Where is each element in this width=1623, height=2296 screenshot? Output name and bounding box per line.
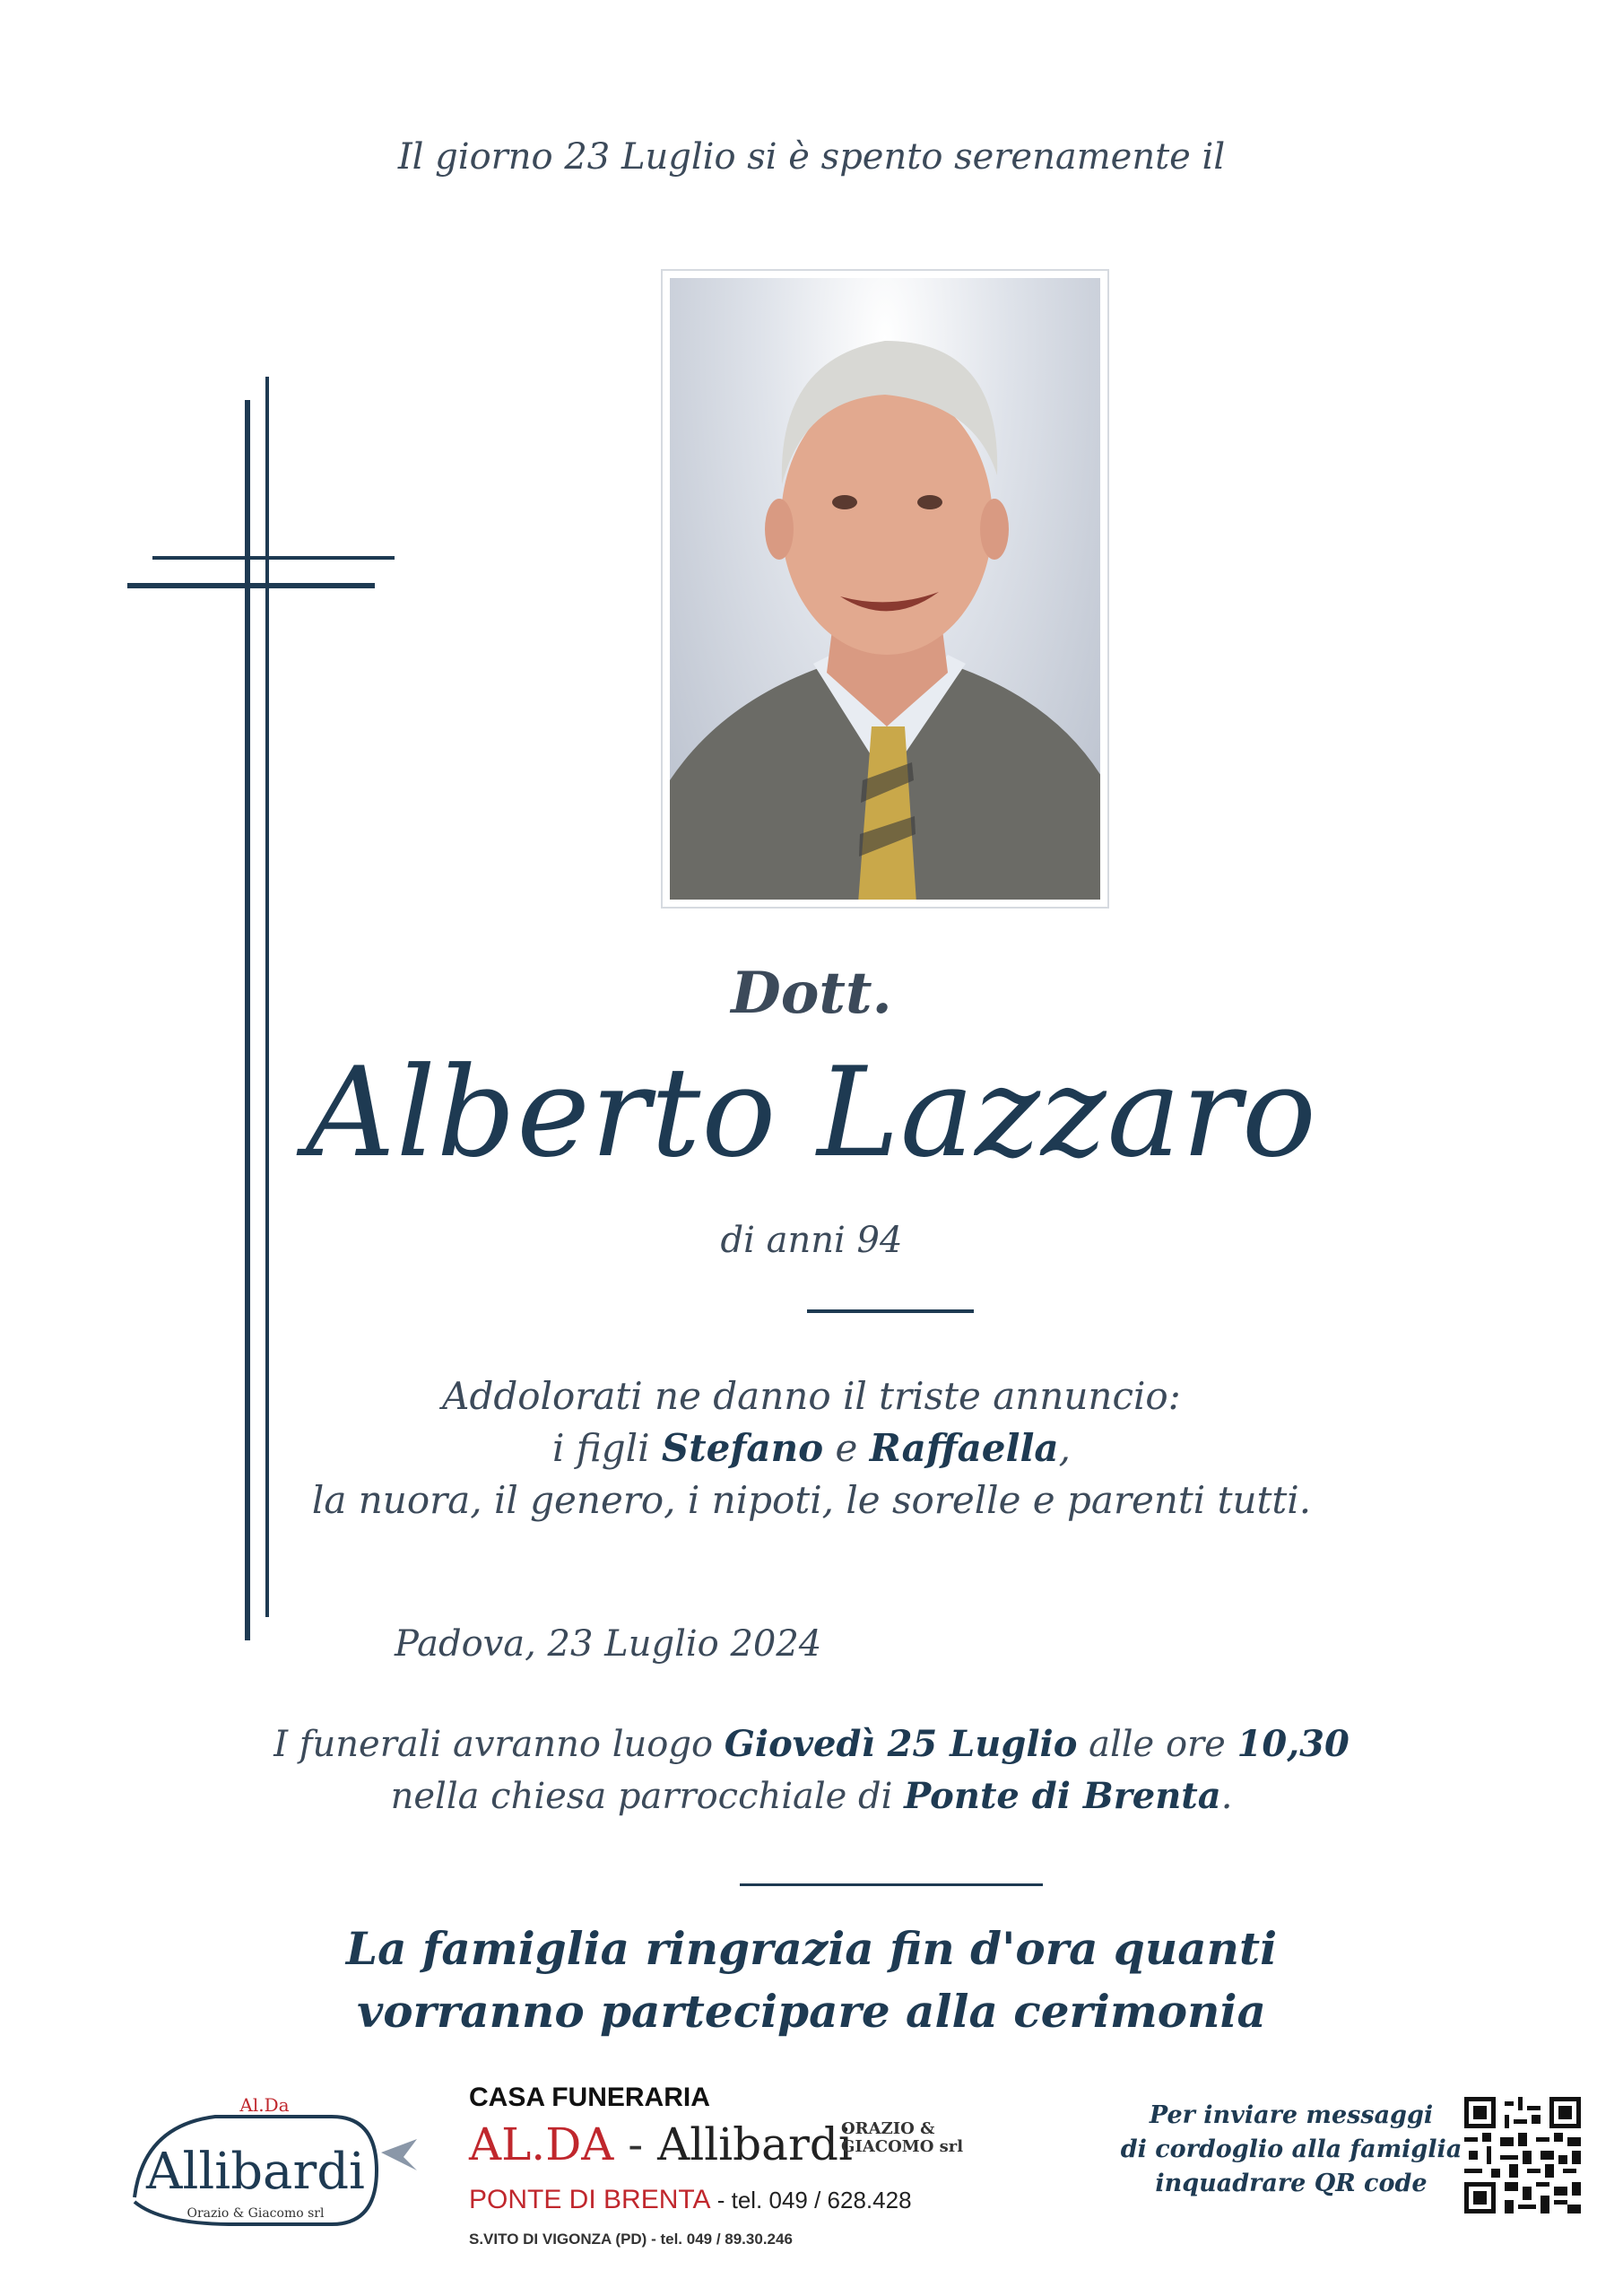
allibardi-logo: [108, 2090, 421, 2242]
ponte-di-brenta-contact: PONTE DI BRENTA - tel. 049 / 628.428: [469, 2185, 912, 2214]
divider-long: [740, 1883, 1043, 1886]
age-text: di anni 94: [720, 1220, 903, 1261]
thanks-line-1: La famiglia ringrazia fin d'ora quanti: [345, 1922, 1278, 1975]
company-name: AL.DA - Allibardi: [469, 2118, 853, 2170]
announcement-line-2: i figli Stefano e Raffaella,: [551, 1426, 1071, 1470]
thanks-text: [0, 1918, 1623, 2043]
funeral-church: Ponte di Brenta: [904, 1775, 1221, 1817]
honorific-title: Dott.: [731, 960, 892, 1027]
dove-icon: [381, 2139, 417, 2170]
funeral-day: Giovedì 25 Luglio: [724, 1723, 1078, 1765]
funeral-line-2: nella chiesa parrocchiale di Ponte di Brenta.: [390, 1775, 1233, 1817]
place-date: Padova, 23 Luglio 2024: [395, 1623, 822, 1665]
announcement-line-3: la nuora, il genero, i nipoti, le sorelle e parenti tutti.: [311, 1478, 1312, 1522]
logo-name-text: Allibardi: [146, 2143, 365, 2201]
logo-top-text: Al.Da: [239, 2094, 290, 2116]
qr-instructions: Per inviare messaggi di cordoglio alla famiglia inquadrare QR code: [1120, 2101, 1462, 2197]
deceased-name: Alberto Lazzaro: [306, 1040, 1317, 1185]
portrait-frame: [661, 269, 1109, 909]
child-name-2: Raffaella: [869, 1426, 1059, 1470]
intro-text: Il giorno 23 Luglio si è spento serenamente il: [397, 136, 1226, 178]
logo-sub-text: Orazio & Giacomo srl: [187, 2206, 325, 2221]
funeral-info: [0, 1718, 1623, 1822]
child-name-1: Stefano: [661, 1426, 824, 1470]
qr-code-icon[interactable]: [1464, 2097, 1581, 2213]
funeral-line-1: I funerali avranno luogo Giovedì 25 Luglio alle ore 10,30: [273, 1723, 1350, 1765]
divider-short: [807, 1309, 974, 1313]
announcement-text: [0, 1370, 1623, 1526]
svito-contact: S.VITO DI VIGONZA (PD) - tel. 049 / 89.30.246: [469, 2231, 793, 2248]
portrait-photo: [670, 278, 1100, 900]
thanks-line-2: vorranno partecipare alla cerimonia: [357, 1985, 1266, 2038]
casa-funeraria-label: CASA FUNERARIA: [469, 2083, 710, 2112]
announcement-line-1: Addolorati ne danno il triste annuncio:: [442, 1374, 1181, 1418]
funeral-time: 10,30: [1237, 1723, 1350, 1765]
company-suffix: ORAZIO & GIACOMO srl: [841, 2119, 964, 2156]
